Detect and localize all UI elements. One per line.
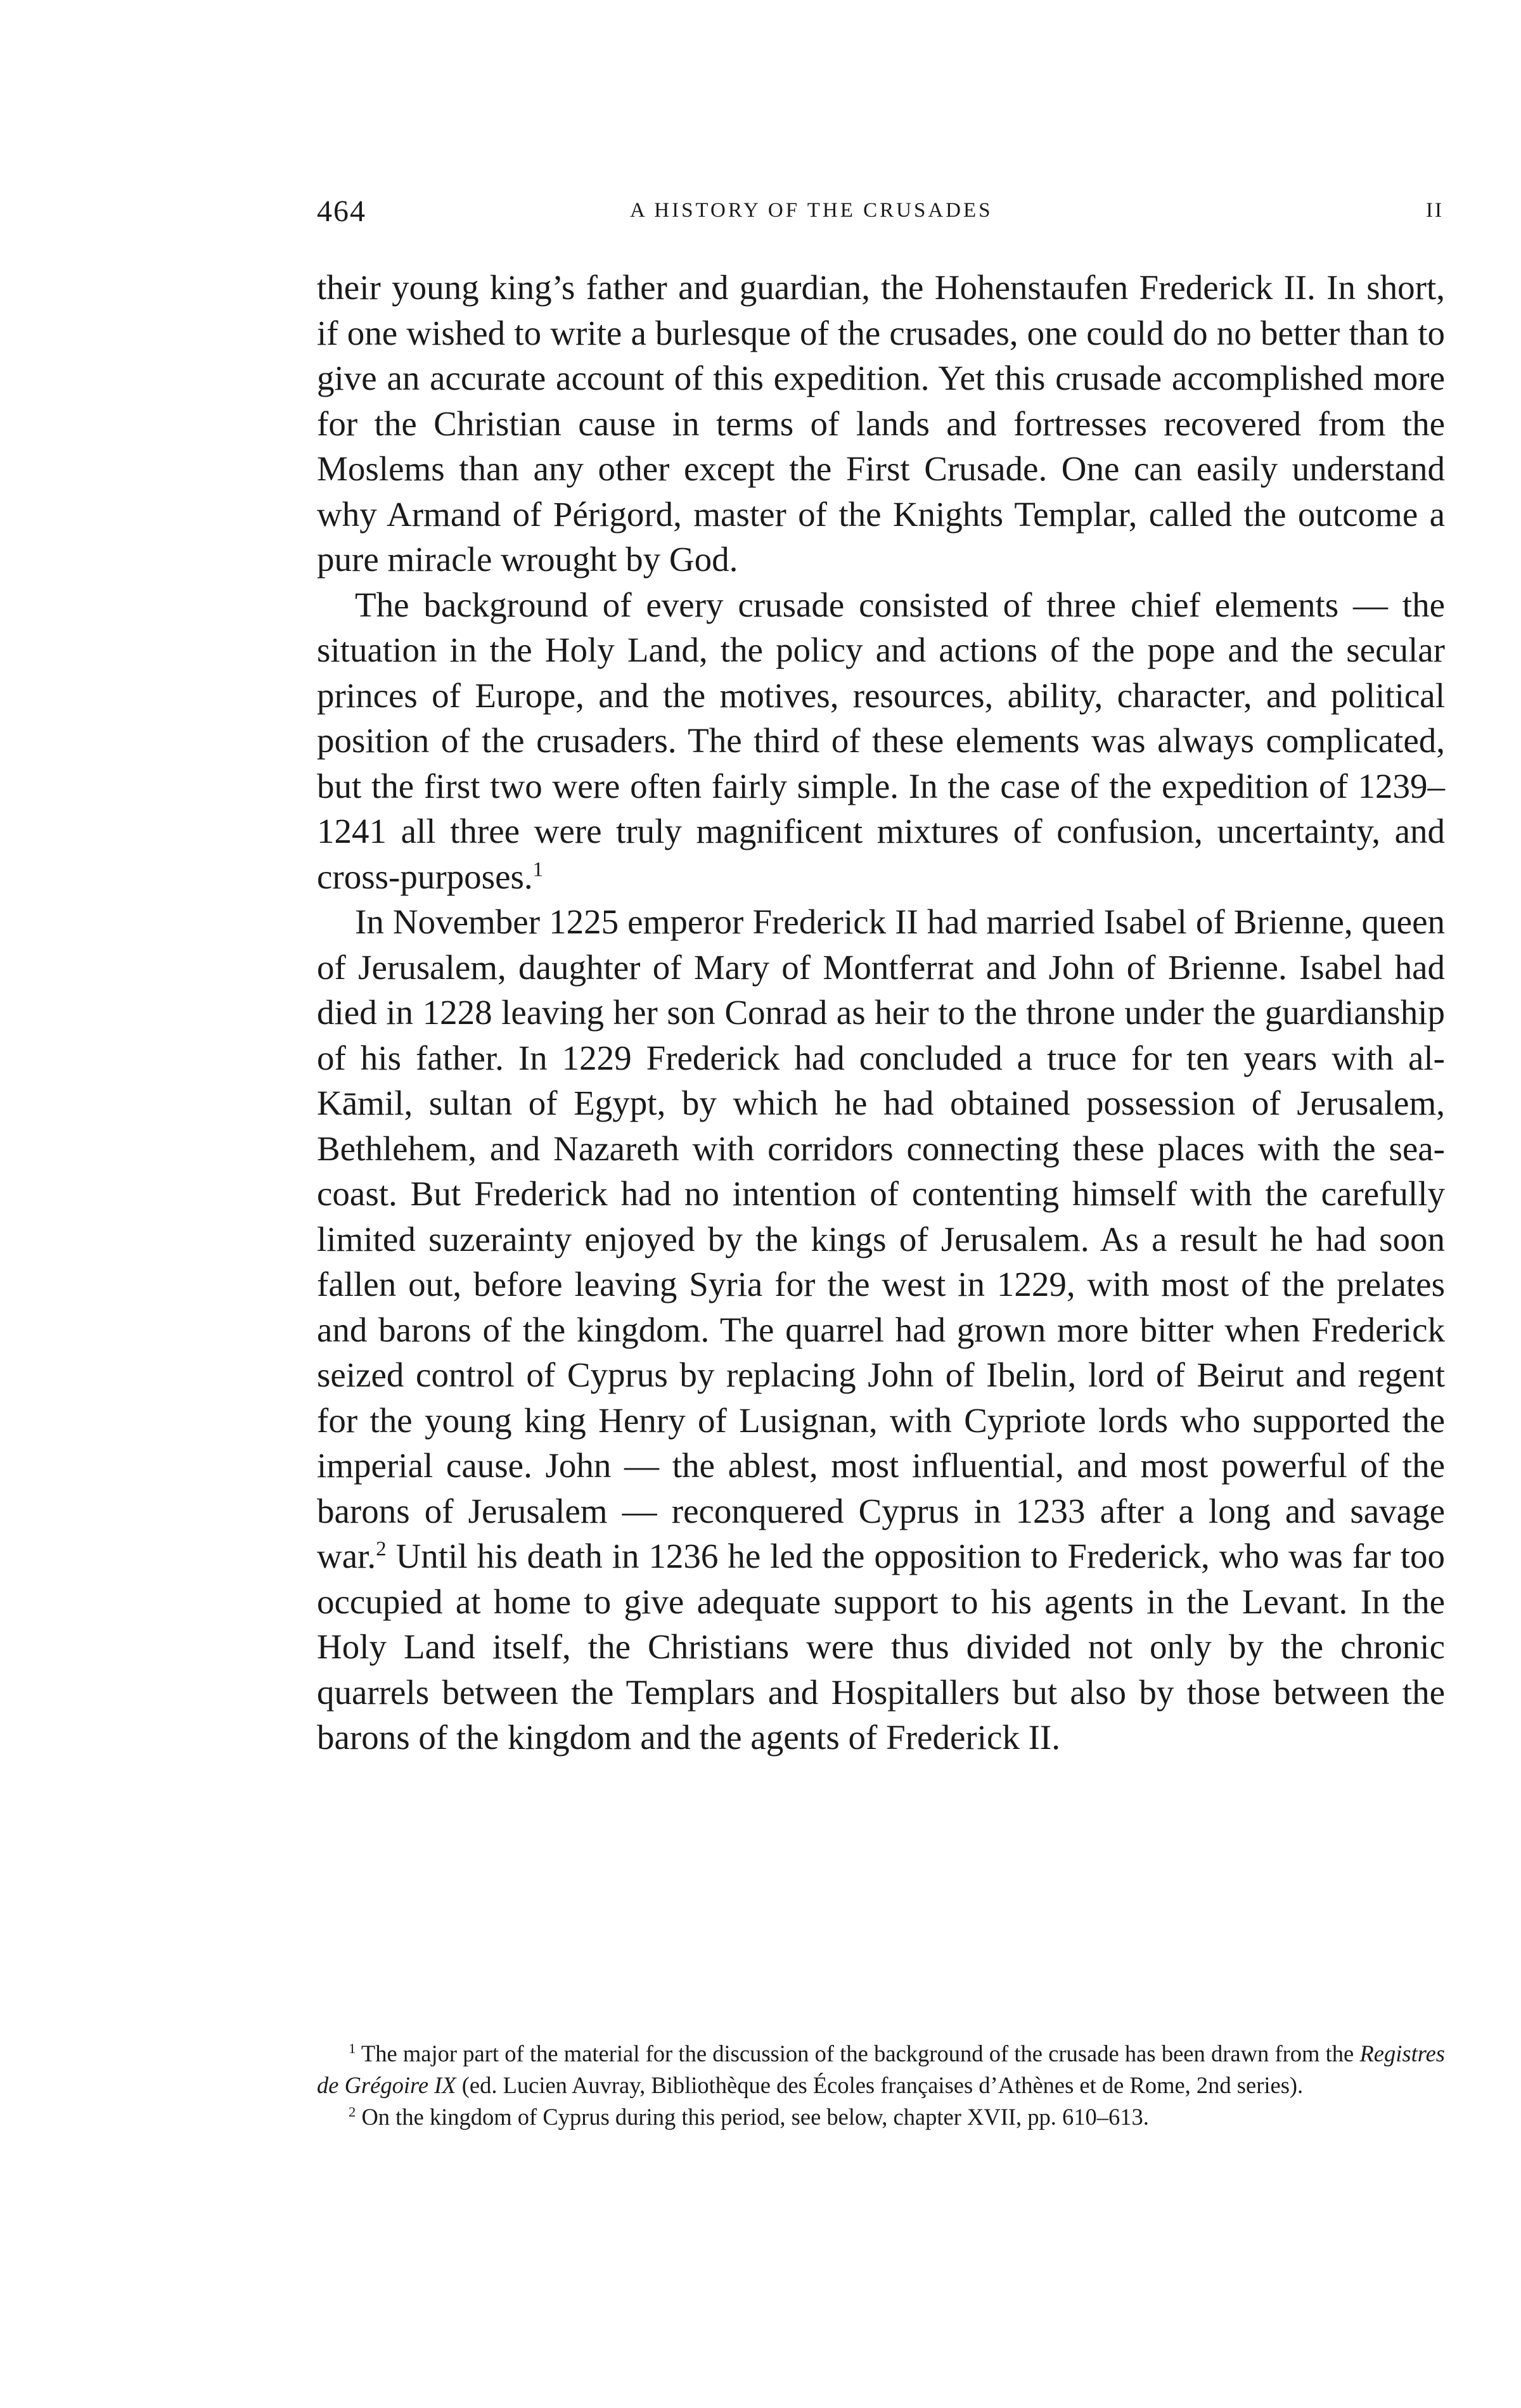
footnote-2 — [317, 2101, 1445, 2133]
footnote-reference-1: 1 — [532, 858, 544, 881]
paragraph-2 — [317, 582, 1445, 900]
footnote-marker: 2 — [349, 2103, 356, 2120]
footnote-text: On the kingdom of Cyprus during this period, see below, chapter XVII, pp. 610–613. — [356, 2104, 1149, 2130]
footnote-text: The major part of the material for the discussion of the background of the crusade has been drawn from the — [356, 2040, 1360, 2066]
paragraph-1 — [317, 265, 1445, 582]
paragraph-text-continued: Until his death in 1236 he led the opposition to Frederick, who was far too occupied at home to give adequate support to his agents in the Levant. In the Holy Land itself, the Christians were thus divided not only by the chronic quarrels between the Templars and Hospitallers but also by those between the barons of the kingdom and the agents of Frederick II. — [317, 1537, 1445, 1757]
footnotes — [317, 2038, 1445, 2133]
paragraph-3 — [317, 899, 1445, 1760]
footnote-reference-2: 2 — [376, 1537, 387, 1561]
footnote-italic-title: Registres de Grégoire IX — [317, 2040, 1445, 2098]
running-title: A HISTORY OF THE CRUSADES — [630, 199, 993, 222]
page-number: 464 — [317, 195, 366, 228]
running-head — [317, 194, 1458, 229]
volume-number: II — [1426, 199, 1444, 222]
footnote-1 — [317, 2038, 1445, 2101]
paragraph-text: their young king’s father and guardian, the Hohenstaufen Frederick II. In short, if one wished to write a burlesque of the crusades, one could do no better than to give an accurate account of this expedition. Yet this crusade accomplished more for the Christian cause in terms of lands and fortresses recovered from the Moslems than any other except the First Crusade. One can easily understand why Armand of Périgord, master of the Knights Templar, called the outcome a pure miracle wrought by God. — [317, 268, 1445, 579]
main-text — [317, 265, 1445, 1760]
paragraph-text: The background of every crusade consisted of three chief elements — the situation in the Holy Land, the policy and actions of the pope and the secular princes of Europe, and the motives, resources, ability, character, and political position of the crusaders. The third of these elements was always complicated, but the first two were often fairly simple. In the case of the expedition of 1239–1241 all three were truly magnificent mixtures of confusion, uncertainty, and cross-purposes. — [317, 585, 1445, 896]
footnote-text-continued: (ed. Lucien Auvray, Bibliothèque des Écoles françaises d’Athènes et de Rome, 2nd series). — [456, 2072, 1304, 2098]
paragraph-text: In November 1225 emperor Frederick II had married Isabel of Brienne, queen of Jerusalem, daughter of Mary of Montferrat and John of Brienne. Isabel had died in 1228 leaving her son Conrad as heir to the throne under the guardianship of his father. In 1229 Frederick had concluded a truce for ten years with al-Kāmil, sultan of Egypt, by which he had obtained possession of Jerusalem, Bethlehem, and Nazareth with corridors connecting these places with the sea-coast. But Frederick had no intention of contenting himself with the carefully limited suzerainty enjoyed by the kings of Jerusalem. As a result he had soon fallen out, before leaving Syria for the west in 1229, with most of the prelates and barons of the kingdom. The quarrel had grown more bitter when Frederick seized control of Cyprus by replacing John of Ibelin, lord of Beirut and regent for the young king Henry of Lusignan, with Cypriote lords who supported the imperial cause. John — the ablest, most influential, and most powerful of the barons of Jerusalem — reconquered Cyprus in 1233 after a long and savage war. — [317, 902, 1445, 1575]
footnote-marker: 1 — [349, 2040, 356, 2056]
